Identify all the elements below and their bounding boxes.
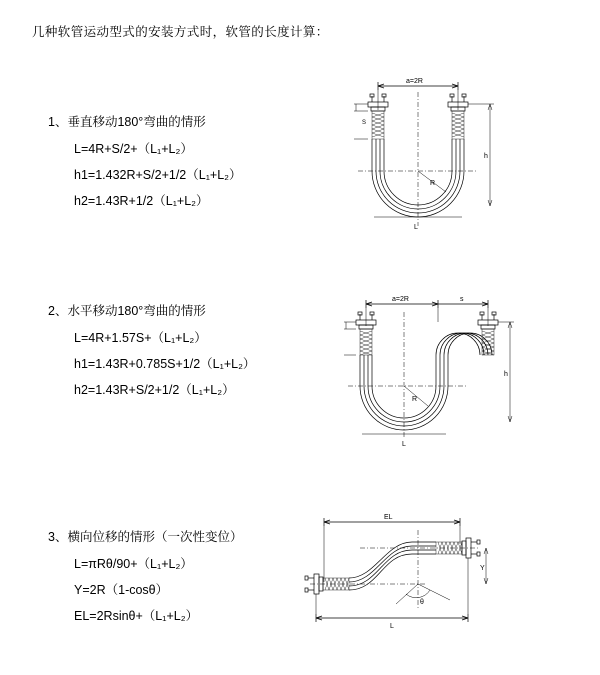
- section-2-title: 2、水平移动180°弯曲的情形: [48, 304, 206, 318]
- section-3-text: [48, 527, 242, 632]
- section-3-formula-1: L=πRθ/90+（L₁+L₂）: [74, 557, 193, 571]
- section-3-title: 3、横向位移的情形（一次性变位）: [48, 530, 243, 544]
- section-1-formula-2: h1=1.432R+S/2+1/2（L₁+L₂）: [74, 168, 242, 182]
- section-1-formula-3: h2=1.43R+1/2（L₁+L₂）: [74, 194, 209, 208]
- section-3-formula-3: EL=2Rsinθ+（L₁+L₂）: [74, 609, 199, 623]
- figure-3-lateral-offset: [300, 506, 500, 636]
- svg-text:EL: EL: [384, 514, 393, 521]
- figure-2-horizontal-180: [318, 288, 518, 473]
- svg-text:a=2R: a=2R: [392, 296, 409, 303]
- section-2-formula-3: h2=1.43R+S/2+1/2（L₁+L₂）: [74, 383, 235, 397]
- section-2-formula-2: h1=1.43R+0.785S+1/2（L₁+L₂）: [74, 357, 256, 371]
- svg-text:R: R: [430, 180, 436, 187]
- svg-text:L: L: [414, 224, 418, 231]
- section-2-text: [48, 301, 255, 406]
- svg-text:L: L: [390, 623, 394, 630]
- section-1-title: 1、垂直移动180°弯曲的情形: [48, 115, 206, 129]
- section-1-text: [48, 112, 242, 217]
- page-heading: 几种软管运动型式的安装方式时，软管的长度计算：: [32, 25, 329, 39]
- section-3-formula-2: Y=2R（1-cosθ）: [74, 583, 169, 597]
- svg-text:θ: θ: [420, 599, 424, 606]
- section-1-formula-1: L=4R+S/2+（L₁+L₂）: [74, 142, 193, 156]
- svg-text:s: s: [460, 296, 464, 303]
- svg-text:Y: Y: [480, 565, 485, 572]
- section-2-formula-1: L=4R+1.57S+（L₁+L₂）: [74, 331, 207, 345]
- svg-text:a=2R: a=2R: [406, 78, 423, 85]
- svg-text:L: L: [402, 441, 406, 448]
- figure-1-vertical-180: [318, 66, 518, 266]
- svg-text:R: R: [412, 396, 418, 403]
- svg-text:S: S: [362, 120, 367, 126]
- svg-text:h: h: [504, 371, 508, 378]
- svg-text:h: h: [484, 153, 488, 160]
